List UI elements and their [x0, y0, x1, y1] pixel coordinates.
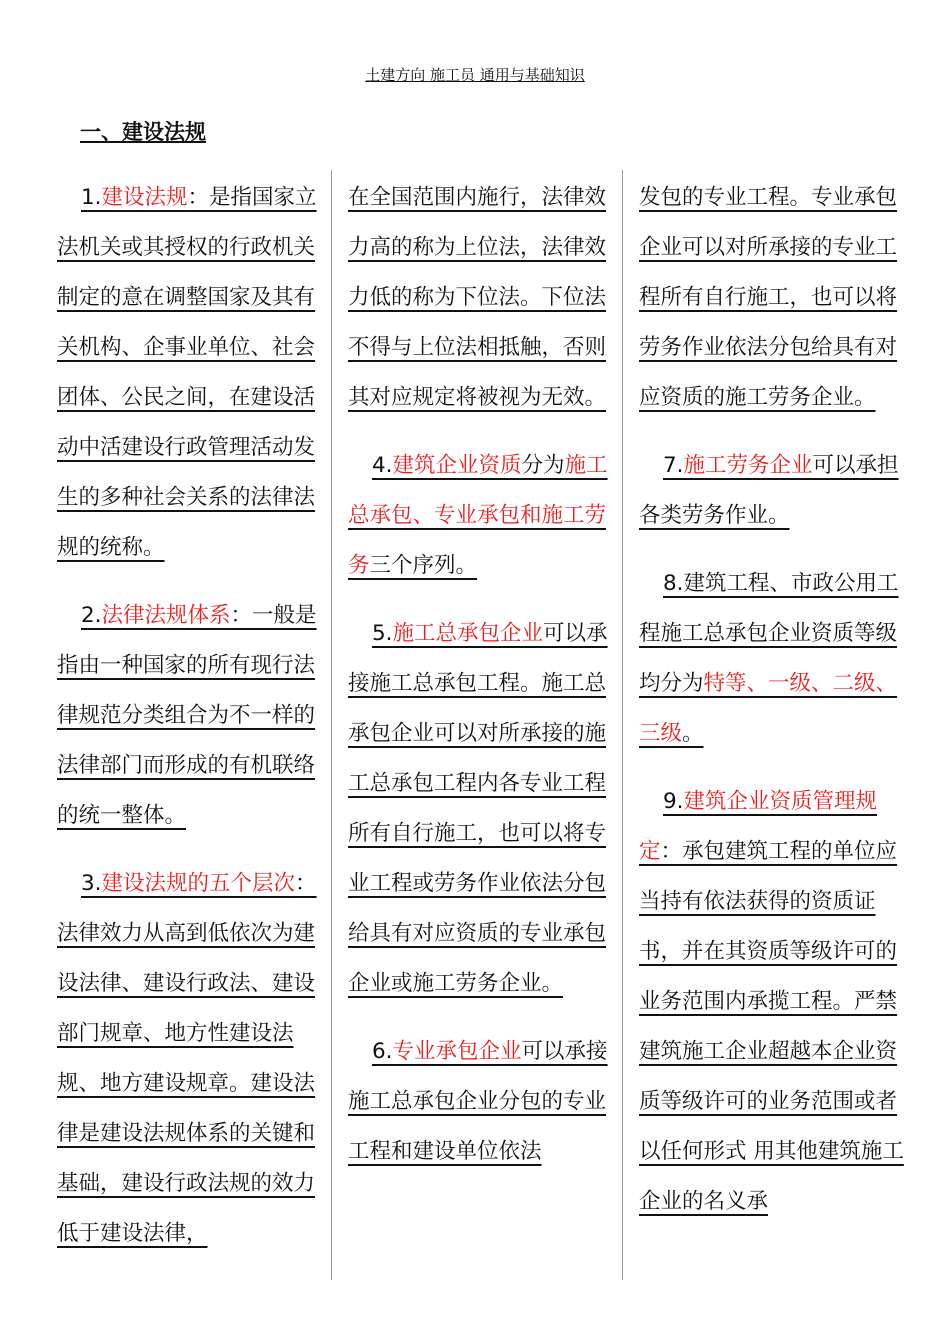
column-3	[639, 173, 911, 1245]
paragraph-3-continued: 在全国范围内施行，法律效力高的称为上位法，法律效力低的称为下位法。下位法不得与上位法相抵触，否则其对应规定将被视为无效。	[348, 185, 607, 410]
column-2	[348, 173, 610, 1195]
paragraph-6: 6.专业承包企业可以承接施工总承包企业分包的专业工程和建设单位依法	[348, 1039, 608, 1164]
paragraph-5: 5.施工总承包企业可以承接施工总承包工程。施工总承包企业可以对所承接的施工总承包工程内各专业工程所有自行施工，也可以将专业工程或劳务作业依法分包给具有对应资质的专业承包企业或施工劳务企业。	[348, 621, 608, 996]
paragraph-9: 9.建筑企业资质管理规定：承包建筑工程的单位应当持有依法获得的资质证书，并在其资质等级许可的业务范围内承揽工程。严禁建筑施工企业超越本企业资质等级许可的业务范围或者以任何形式 用其他建筑施工企业的名义承	[639, 789, 904, 1214]
paragraph-6-continued: 发包的专业工程。专业承包企业可以对所承接的专业工程所有自行施工，也可以将劳务作业依法分包给具有对应资质的施工劳务企业。	[639, 185, 898, 410]
paragraph-1: 1.建设法规：是指国家立法机关或其授权的行政机关制定的意在调整国家及其有关机构、企事业单位、社会团体、公民之间，在建设活动中活建设行政管理活动发生的多种社会关系的法律法规的统称。	[57, 185, 317, 560]
paragraph-8: 8.建筑工程、市政公用工程施工总承包企业资质等级均分为特等、一级、二级、三级。	[639, 571, 899, 746]
column-divider	[622, 170, 623, 1280]
paragraph-3: 3.建设法规的五个层次：法律效力从高到低依次为建设法律、建设行政法、建设部门规章、地方性建设法规、地方建设规章。建设法律是建设法规体系的关键和基础，建设行政法规的效力低于建设法律，	[57, 871, 317, 1246]
paragraph-7: 7.施工劳务企业可以承担各类劳务作业。	[639, 453, 899, 528]
paragraph-4: 4.建筑企业资质分为施工总承包、专业承包和施工劳务三个序列。	[348, 453, 608, 578]
column-divider	[331, 170, 332, 1280]
page-header: 土建方向 施工员 通用与基础知识	[365, 66, 585, 84]
section-title: 一、建设法规	[80, 120, 206, 144]
paragraph-2: 2.法律法规体系：一般是指由一种国家的所有现行法律规范分类组合为不一样的法律部门而形成的有机联络的统一整体。	[57, 603, 317, 828]
column-1	[57, 173, 329, 1277]
